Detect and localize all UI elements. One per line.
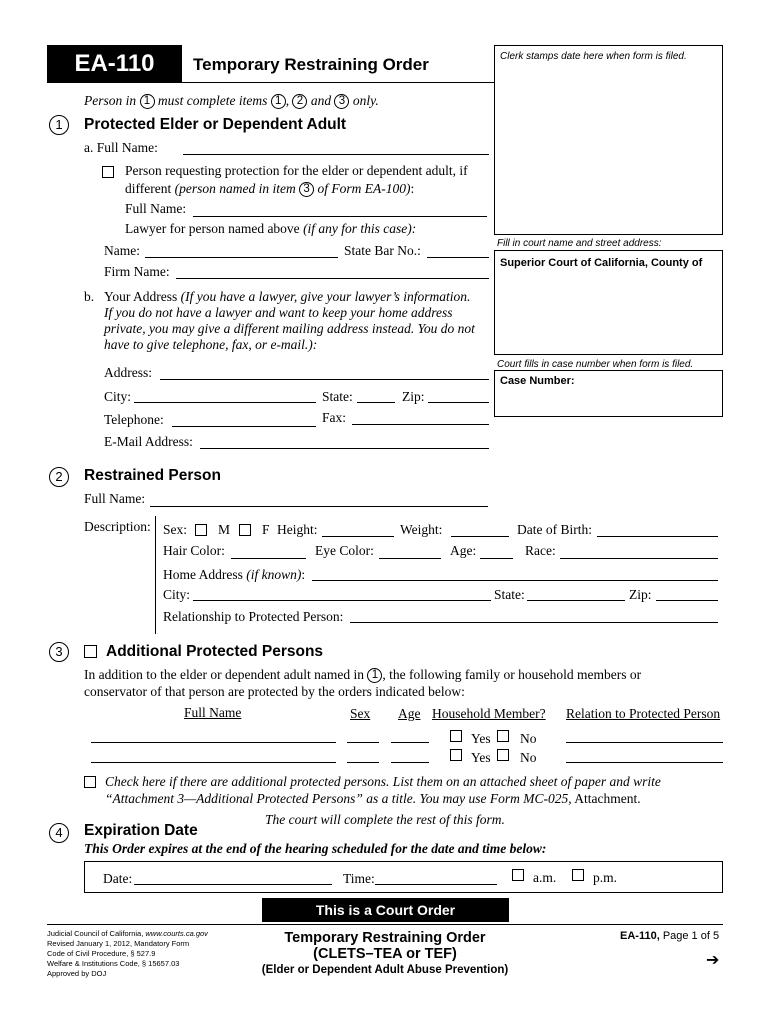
lawyer-if-any: (if any for this case): <box>303 221 417 236</box>
expiration-time-field[interactable] <box>375 884 497 885</box>
weight-field[interactable] <box>451 536 509 537</box>
item-1-marker: 1 <box>367 668 382 683</box>
intro-text-and: and <box>310 93 332 108</box>
email-label: E-Mail Address: <box>104 434 193 449</box>
lawyer-text: Lawyer for person named above <box>125 221 300 236</box>
section-3-text-line1 <box>84 667 641 683</box>
person2-household-no-checkbox[interactable] <box>497 749 509 761</box>
section-1-title: Protected Elder or Dependent Adult <box>84 116 347 133</box>
eye-color-label: Eye Color: <box>315 543 374 558</box>
requester-text-line1: Person requesting protection for the elder or dependent adult, if <box>125 163 468 178</box>
attachment-text-line2 <box>105 791 641 807</box>
restrained-zip-field[interactable] <box>656 600 718 601</box>
attachment-text-2b: Attachment. <box>574 791 641 806</box>
requester-text-line2 <box>125 181 414 197</box>
age-label: Age: <box>450 543 477 558</box>
city-field[interactable] <box>134 402 316 403</box>
your-address-instruction: (If you have a lawyer, give your lawyer’s information. <box>180 289 471 304</box>
sex-female-checkbox[interactable] <box>239 524 251 536</box>
address-b-label: b. <box>84 289 95 304</box>
pm-label: p.m. <box>593 870 618 885</box>
form-code-badge: EA-110 <box>47 45 182 83</box>
restrained-zip-label: Zip: <box>629 587 652 602</box>
col-full-name: Full Name <box>184 705 242 720</box>
dob-field[interactable] <box>597 536 718 537</box>
footer-left-line1: Judicial Council of California, www.courts.ca.gov <box>47 929 208 938</box>
pm-checkbox[interactable] <box>572 869 584 881</box>
person1-no-label: No <box>520 731 537 746</box>
your-address-line4: have to give telephone, fax, or e-mail.): <box>104 337 318 352</box>
your-address-line1 <box>104 289 470 305</box>
expiration-date-field[interactable] <box>134 884 332 885</box>
footer-left-line2: Revised January 1, 2012, Mandatory Form <box>47 939 190 948</box>
your-address-title: Your Address <box>104 289 178 304</box>
clerk-stamp-label: Clerk stamps date here when form is filed. <box>500 51 687 62</box>
person2-relation-field[interactable] <box>566 762 723 763</box>
person1-household-yes-checkbox[interactable] <box>450 730 462 742</box>
person2-household-yes-checkbox[interactable] <box>450 749 462 761</box>
state-bar-field[interactable] <box>427 257 489 258</box>
firm-name-label: Firm Name: <box>104 264 170 279</box>
court-order-banner: This is a Court Order <box>262 898 509 922</box>
footer-title-line3: (Elder or Dependent Adult Abuse Prevention) <box>261 964 509 976</box>
elder-full-name-label: a. Full Name: <box>84 140 158 155</box>
intro-comma: , <box>285 93 290 108</box>
state-label: State: <box>322 389 353 404</box>
footer-title-line1: Temporary Restraining Order <box>284 930 486 946</box>
page-form-code: EA-110, <box>620 930 660 942</box>
requester-form-ref: of Form EA-100) <box>317 181 411 196</box>
additional-persons-checkbox[interactable] <box>84 645 97 658</box>
person1-sex-field[interactable] <box>347 742 379 743</box>
item-3-marker: 3 <box>334 94 349 109</box>
attachment-text-2a: “Attachment 3—Additional Protected Persons” as a title. You may use Form MC-025, <box>105 791 572 806</box>
hair-color-label: Hair Color: <box>163 543 225 558</box>
court-fill-label: Fill in court name and street address: <box>497 238 662 249</box>
requester-item-ref: (person named in item <box>174 181 296 196</box>
section-3-text-line2: conservator of that person are protected by the orders indicated below: <box>84 684 465 699</box>
case-number-label: Case Number: <box>500 375 575 387</box>
expiration-date-label: Date: <box>103 871 133 886</box>
expiration-box <box>84 861 723 893</box>
person2-no-label: No <box>520 750 537 765</box>
email-field[interactable] <box>200 448 489 449</box>
col-relation: Relation to Protected Person <box>566 706 721 721</box>
col-sex: Sex <box>350 706 371 721</box>
page-count: Page 1 of 5 <box>662 930 720 942</box>
firm-name-field[interactable] <box>176 278 489 279</box>
person2-age-field[interactable] <box>391 762 429 763</box>
state-field[interactable] <box>357 402 395 403</box>
attachment-text-line1: Check here if there are additional protected persons. List them on an attached sheet of paper and write <box>105 774 661 789</box>
elder-full-name-field[interactable] <box>183 154 489 155</box>
home-address-if-known: (if known) <box>246 567 302 582</box>
restrained-state-field[interactable] <box>527 600 625 601</box>
state-bar-label: State Bar No.: <box>344 243 421 258</box>
home-address-colon: : <box>301 567 306 582</box>
requester-full-name-field[interactable] <box>193 216 487 217</box>
sex-male-checkbox[interactable] <box>195 524 207 536</box>
height-label: Height: <box>277 522 318 537</box>
address-label: Address: <box>104 365 152 380</box>
city-label: City: <box>104 389 132 404</box>
clerk-stamp-box <box>494 45 723 235</box>
person1-household-no-checkbox[interactable] <box>497 730 509 742</box>
page-number <box>620 930 719 942</box>
item-1-marker: 1 <box>140 94 155 109</box>
eye-color-field[interactable] <box>379 558 441 559</box>
requester-full-name-label: Full Name: <box>125 201 187 216</box>
restrained-city-label: City: <box>163 587 191 602</box>
restrained-full-name-label: Full Name: <box>84 491 146 506</box>
section-4-number: 4 <box>49 823 69 843</box>
sex-female-label: F <box>262 522 270 537</box>
telephone-label: Telephone: <box>104 412 164 427</box>
address-field[interactable] <box>160 379 489 380</box>
item-3-marker: 3 <box>299 182 314 197</box>
footer-left-line5: Approved by DOJ <box>47 969 107 978</box>
intro-text-only: only. <box>352 93 379 108</box>
telephone-field[interactable] <box>172 426 316 427</box>
fax-field[interactable] <box>352 424 489 425</box>
dob-label: Date of Birth: <box>517 522 592 537</box>
person2-yes-label: Yes <box>471 750 491 765</box>
intro-text-1: Person in <box>84 93 137 108</box>
age-field[interactable] <box>480 558 513 559</box>
section-4-title: Expiration Date <box>84 822 198 839</box>
home-address-label <box>163 567 305 583</box>
section-3-title: Additional Protected Persons <box>106 643 324 660</box>
your-address-line3: private, you may give a different mailing address instead. You do not <box>104 321 475 336</box>
footer-left-line4: Welfare & Institutions Code, § 15657.03 <box>47 959 180 968</box>
col-household: Household Member? <box>432 706 546 721</box>
fax-label: Fax: <box>322 410 347 425</box>
footer-title <box>230 930 540 978</box>
race-label: Race: <box>525 543 556 558</box>
expiration-statement: This Order expires at the end of the hearing scheduled for the date and time below: <box>84 841 547 856</box>
court-complete-note: The court will complete the rest of this form. <box>265 812 505 827</box>
sex-male-label: M <box>218 522 231 537</box>
hair-color-field[interactable] <box>231 558 306 559</box>
person2-name-field[interactable] <box>91 762 336 763</box>
expiration-time-label: Time: <box>343 871 375 886</box>
intro-text-2: must complete items <box>157 93 268 108</box>
col-age: Age <box>398 706 421 721</box>
next-page-arrow-icon[interactable]: ➔ <box>706 952 720 969</box>
person2-sex-field[interactable] <box>347 762 379 763</box>
height-field[interactable] <box>322 536 394 537</box>
section-2-title: Restrained Person <box>84 467 221 484</box>
lawyer-name-label: Name: <box>104 243 140 258</box>
lawyer-label <box>125 221 416 237</box>
case-fill-label: Court fills in case number when form is filed. <box>497 359 694 370</box>
sex-label: Sex: <box>163 522 188 537</box>
section-1-number: 1 <box>49 115 69 135</box>
relationship-label: Relationship to Protected Person: <box>163 609 344 624</box>
home-address-text: Home Address <box>163 567 243 582</box>
footer-left-info <box>47 929 208 979</box>
intro-instruction <box>84 93 379 109</box>
section-3-text-b: , the following family or household members or <box>382 667 642 682</box>
requester-colon: : <box>410 181 415 196</box>
court-name-label: Superior Court of California, County of <box>500 257 703 269</box>
am-checkbox[interactable] <box>512 869 524 881</box>
item-1-marker: 1 <box>271 94 286 109</box>
restrained-city-field[interactable] <box>193 600 491 601</box>
footer-title-line2: (CLETS–TEA or TEF) <box>313 946 457 962</box>
zip-label: Zip: <box>402 389 425 404</box>
section-3-number: 3 <box>49 642 69 662</box>
person1-relation-field[interactable] <box>566 742 723 743</box>
person1-age-field[interactable] <box>391 742 429 743</box>
zip-field[interactable] <box>428 402 489 403</box>
section-3-text-a: In addition to the elder or dependent adult named in <box>84 667 365 682</box>
person1-name-field[interactable] <box>91 742 336 743</box>
race-field[interactable] <box>560 558 718 559</box>
lawyer-name-field[interactable] <box>145 257 338 258</box>
form-title: Temporary Restraining Order <box>193 55 429 74</box>
section-2-number: 2 <box>49 467 69 487</box>
am-label: a.m. <box>533 870 557 885</box>
restrained-state-label: State: <box>494 587 525 602</box>
restrained-full-name-field[interactable] <box>150 506 488 507</box>
weight-label: Weight: <box>400 522 443 537</box>
description-label: Description: <box>84 519 151 534</box>
footer-left-line3: Code of Civil Procedure, § 527.9 <box>47 949 156 958</box>
court-name-box[interactable] <box>494 250 723 355</box>
your-address-line2: If you do not have a lawyer and want to keep your home address <box>104 305 453 320</box>
relationship-field[interactable] <box>350 622 718 623</box>
case-number-box[interactable] <box>494 370 723 417</box>
requester-different-checkbox[interactable] <box>102 166 114 178</box>
item-2-marker: 2 <box>292 94 307 109</box>
attachment-checkbox[interactable] <box>84 776 96 788</box>
header-rule <box>182 82 494 83</box>
footer-rule <box>47 924 723 925</box>
home-address-field[interactable] <box>312 580 718 581</box>
person1-yes-label: Yes <box>471 731 491 746</box>
requester-different: different <box>125 181 172 196</box>
